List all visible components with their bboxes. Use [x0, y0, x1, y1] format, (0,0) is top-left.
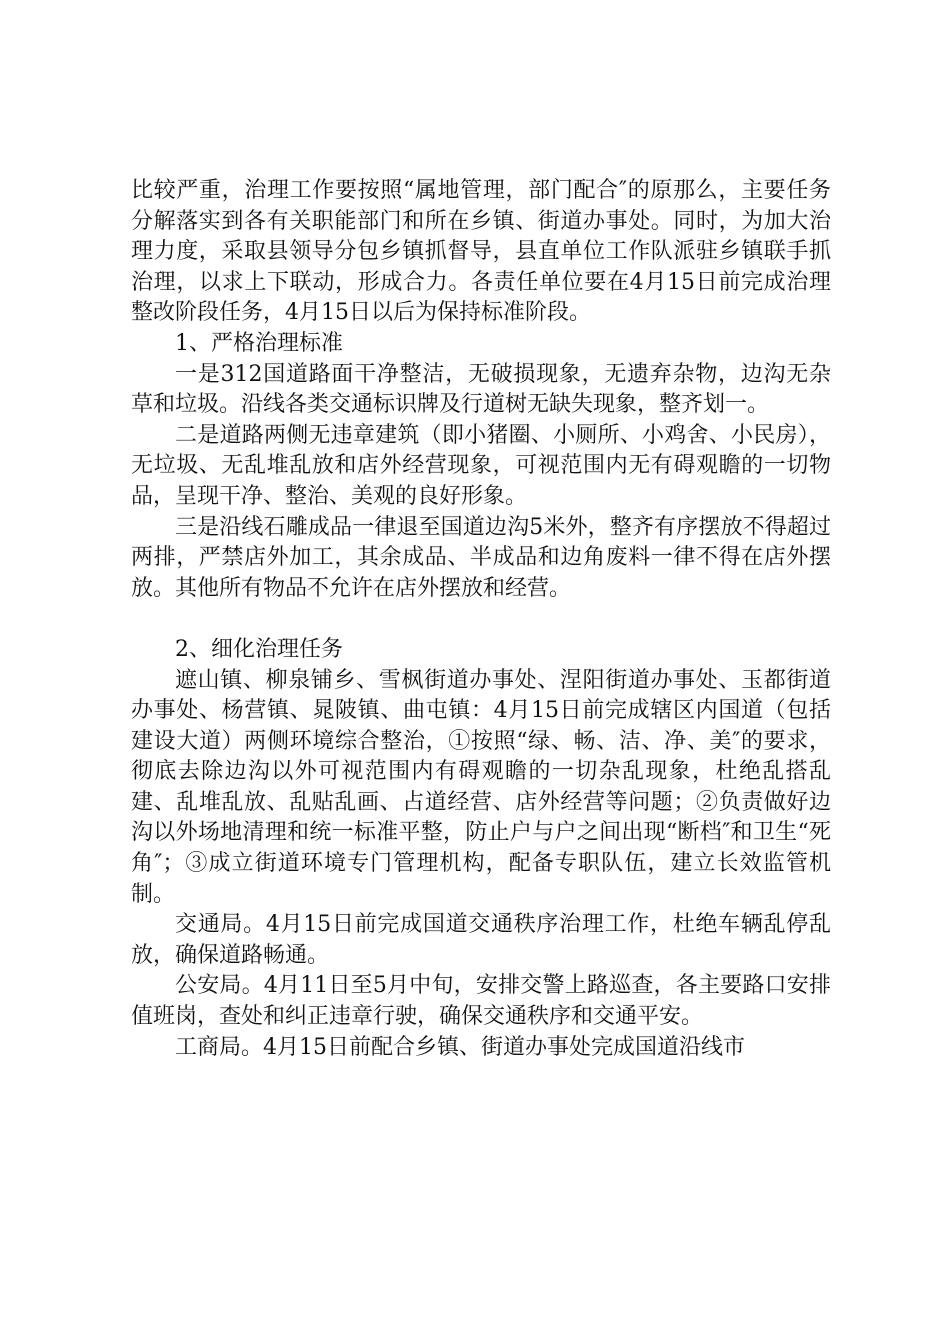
- body-paragraph: 一是312国道路面干净整洁，无破损现象，无遗弃杂物，边沟无杂草和垃圾。沿线各类交通标识牌及行道树无缺失现象，整齐划一。: [131, 361, 831, 418]
- body-paragraph: 公安局。4月11日至5月中旬，安排交警上路巡查，各主要路口安排值班岗，查处和纠正违章行驶，确保交通秩序和交通平安。: [131, 973, 831, 1030]
- body-paragraph: 三是沿线石雕成品一律退至国道边沟5米外，整齐有序摆放不得超过两排，严禁店外加工，其余成品、半成品和边角废料一律不得在店外摆放。其他所有物品不允许在店外摆放和经营。: [131, 514, 831, 601]
- body-paragraph: 遮山镇、柳泉铺乡、雪枫街道办事处、涅阳街道办事处、玉都街道办事处、杨营镇、晁陂镇、曲屯镇：4月15日前完成辖区内国道（包括建设大道）两侧环境综合整治，①按照“绿、畅、洁、净、美″的要求，彻底去除边沟以外可视范围内有碍观瞻的一切杂乱现象，杜绝乱搭乱建、乱堆乱放、乱贴乱画、占道经营、店外经营等问题；②负责做好边沟以外场地清理和统一标准平整，防止户与户之间出现“断档″和卫生“死角″；③成立街道环境专门管理机构，配备专职队伍，建立长效监管机制。: [131, 667, 831, 907]
- section-heading: 1、严格治理标准: [175, 330, 343, 356]
- body-paragraph: 交通局。4月15日前完成国道交通秩序治理工作，杜绝车辆乱停乱放，确保道路畅通。: [131, 912, 831, 968]
- section-heading: 2、细化治理任务: [175, 636, 343, 662]
- body-paragraph: 二是道路两侧无违章建筑（即小猪圈、小厕所、小鸡舍、小民房），无垃圾、无乱堆乱放和店外经营现象，可视范围内无有碍观瞻的一切物品，呈现干净、整治、美观的良好形象。: [131, 422, 831, 509]
- body-paragraph: 工商局。4月15日前配合乡镇、街道办事处完成国道沿线市: [175, 1034, 745, 1060]
- blank-line: [131, 604, 831, 635]
- body-paragraph: 比较严重，治理工作要按照“属地管理，部门配合″的原那么，主要任务分解落实到各有关职能部门和所在乡镇、街道办事处。同时，为加大治理力度，采取县领导分包乡镇抓督导，县直单位工作队派驻乡镇联手抓治理，以求上下联动，形成合力。各责任单位要在4月15日前完成治理整改阶段任务，4月15日以后为保持标准阶段。: [131, 178, 831, 326]
- document-body: [131, 176, 831, 1063]
